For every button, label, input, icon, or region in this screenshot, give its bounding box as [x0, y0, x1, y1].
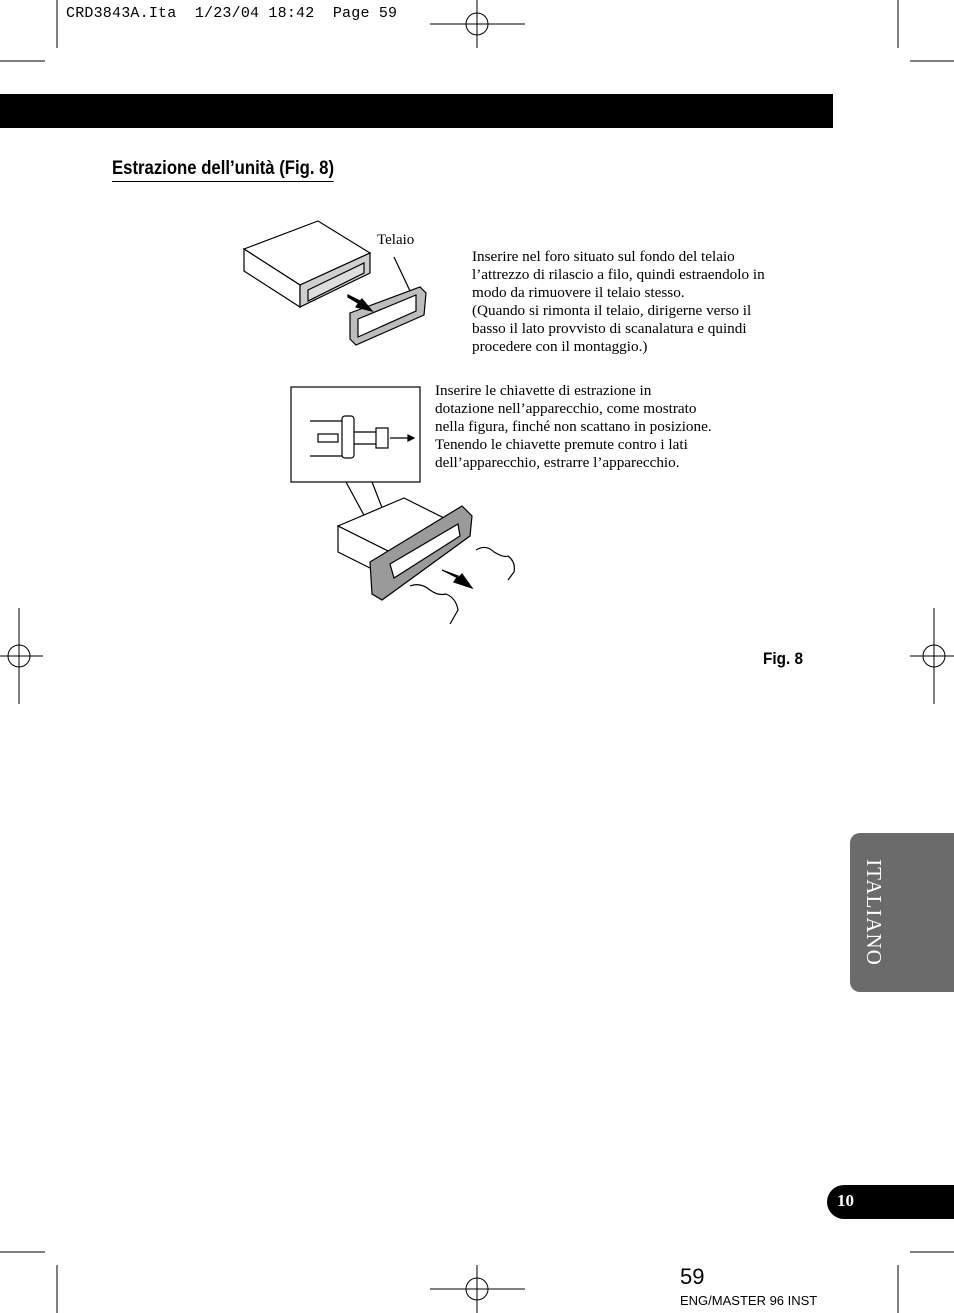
text-line: nella figura, finché non scattano in posizione. [435, 418, 712, 435]
text-line: dotazione nell’apparecchio, come mostrato [435, 400, 697, 417]
header-bar [0, 94, 833, 128]
chapter-badge [827, 1185, 954, 1219]
text-line: basso il lato provvisto di scanalatura e quindi [472, 320, 747, 337]
unit-extraction-instructions [435, 382, 745, 472]
print-slug: CRD3843A.Ita 1/23/04 18:42 Page 59 [66, 5, 398, 22]
text-line: Inserire le chiavette di estrazione in [435, 382, 652, 399]
text-line: dell’apparecchio, estrarre l’apparecchio. [435, 454, 680, 471]
figure-label: Fig. 8 [763, 649, 803, 668]
text-line: (Quando si rimonta il telaio, dirigerne verso il [472, 302, 752, 319]
frame-removal-instructions [472, 248, 802, 356]
text-line: modo da rimuovere il telaio stesso. [472, 284, 685, 301]
text-line: Tenendo le chiavette premute contro i lati [435, 436, 688, 453]
chapter-number: 10 [837, 1191, 854, 1210]
section-title: Estrazione dell’unità (Fig. 8) [112, 158, 334, 182]
footer-code: ENG/MASTER 96 INST [680, 1293, 818, 1308]
language-label: ITALIANO [861, 859, 886, 966]
language-tab [850, 833, 954, 992]
text-line: procedere con il montaggio.) [472, 338, 648, 355]
page-number: 59 [680, 1264, 705, 1289]
text-line: Inserire nel foro situato sul fondo del telaio [472, 248, 735, 265]
text-line: l’attrezzo di rilascio a filo, quindi estraendolo in [472, 266, 765, 283]
frame-label: Telaio [377, 232, 415, 248]
